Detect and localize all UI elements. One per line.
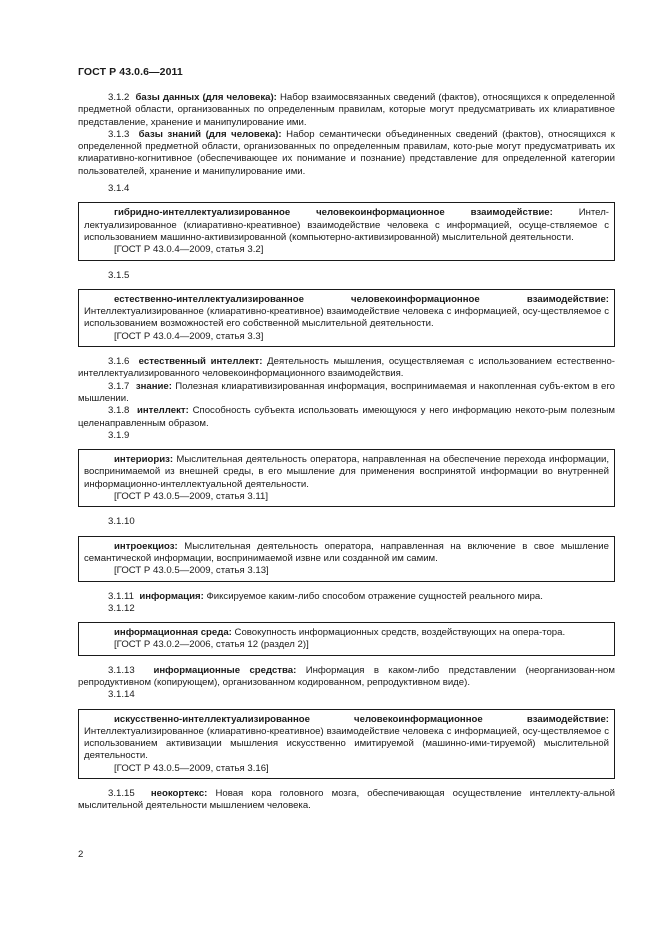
entry-definition: Фиксируемое каким-либо способом отражение сущностей реального мира. xyxy=(206,590,543,602)
entry-term: интериориз: xyxy=(114,454,174,466)
entry-3-1-15 xyxy=(78,788,615,813)
source-reference: [ГОСТ Р 43.0.5—2009, статья 3.11] xyxy=(114,491,269,503)
entry-definition: Полезная клиаративизированная информация, воспринимаемая и накопленная субъ-ектом в его мышлении. xyxy=(78,380,616,404)
boxed-definition xyxy=(84,541,609,566)
entry-number: 3.1.11 xyxy=(108,590,134,602)
entry-term: базы знаний (для человека): xyxy=(138,128,282,140)
entry-definition: Информация в каком-либо представлении (неорганизован-ном репродуктивном (копирующем), организованном кодированном, репродуктивном виде). xyxy=(78,664,615,688)
source-reference: [ГОСТ Р 43.0.4—2009, статья 3.2] xyxy=(114,244,264,256)
entry-definition: Мыслительная деятельность оператора, направленная на включение в свое мышление семантической информации, воспринимаемой извне или созданной им самим. xyxy=(84,540,609,564)
entry-number: 3.1.7 xyxy=(108,380,130,392)
entry-definition: Набор семантически объединенных сведений (фактов), относящихся к определенной предметной области, организованных по определенным правилам, кото-рые могут предусматривать их клиаративно-когнитивное (обеспечивающее их понимание и познание) представление для определенной категории пользователей, хранение и манипулирование ими. xyxy=(78,128,615,177)
source-reference: [ГОСТ Р 43.0.2—2006, статья 12 (раздел 2)] xyxy=(114,639,309,651)
entry-number-3-1-14: 3.1.14 xyxy=(108,689,135,701)
entry-number: 3.1.13 xyxy=(108,664,135,676)
entry-number-3-1-5: 3.1.5 xyxy=(108,269,130,281)
entry-definition: Интеллектуализированное (клиаративно-креативное) взаимодействие человека с информацией, осу-ществляемое с использованием возможностей его собственной мыслительной деятельности. xyxy=(84,306,609,330)
entry-term: естественный интеллект: xyxy=(138,356,263,368)
entry-3-1-8 xyxy=(78,405,615,430)
entry-number-3-1-4: 3.1.4 xyxy=(108,183,130,195)
entry-term: гибридно-интеллектуализированное человекоинформационное взаимодействие: xyxy=(114,207,553,219)
entry-number-3-1-9: 3.1.9 xyxy=(108,429,130,441)
entry-definition: Способность субъекта использовать имеющуюся у него информацию некото-рым полезным целенаправленным образом. xyxy=(78,405,615,429)
entry-term: интеллект: xyxy=(136,405,189,417)
entry-term: информационная среда: xyxy=(114,627,232,639)
source-reference: [ГОСТ Р 43.0.4—2009, статья 3.3] xyxy=(114,330,264,342)
entry-term: информация: xyxy=(139,590,204,602)
entry-term: неокортекс: xyxy=(150,788,208,800)
page-number: 2 xyxy=(78,849,84,860)
entry-term: интроекциоз: xyxy=(114,540,178,552)
entry-number: 3.1.2 xyxy=(108,92,130,103)
entry-definition: Деятельность мышления, осуществляемая с использованием естественно-интеллектуализированного человекоинформационного взаимодействия. xyxy=(78,356,615,380)
entry-term: базы данных (для человека): xyxy=(135,92,277,103)
entry-definition: Мыслительная деятельность оператора, направленная на обеспечение перехода информации, воспринимаемой из внешней среды, в его мышление для применения воспринятой информации во внутренней информационно-интеллектуальной деятельности. xyxy=(84,454,609,490)
boxed-definition xyxy=(84,207,609,244)
entry-3-1-6 xyxy=(78,356,615,381)
boxed-definition xyxy=(84,714,609,763)
entry-3-1-3 xyxy=(78,129,615,178)
entry-3-1-7 xyxy=(78,381,615,406)
source-reference: [ГОСТ Р 43.0.5—2009, статья 3.13] xyxy=(114,565,269,577)
entry-term: естественно-интеллектуализированное человекоинформационное взаимодействие: xyxy=(114,293,609,305)
boxed-definition xyxy=(84,627,609,639)
entry-number: 3.1.6 xyxy=(108,356,130,368)
term-box-3-1-4 xyxy=(78,202,615,260)
term-box-3-1-9 xyxy=(78,449,615,507)
boxed-definition xyxy=(84,294,609,331)
entry-number: 3.1.3 xyxy=(108,128,130,140)
entry-term: искусственно-интеллектуализированное человекоинформационное взаимодействие: xyxy=(114,713,609,725)
entry-number: 3.1.15 xyxy=(108,788,135,800)
entry-3-1-11 xyxy=(78,591,615,603)
entry-number-3-1-10: 3.1.10 xyxy=(108,516,135,528)
entry-definition: Совокупность информационных средств, воздействующих на опера-тора. xyxy=(234,627,566,639)
entry-definition: Интеллектуализированное (клиаративно-креативное) взаимодействие человека с информацией, осу-ществляемое с использованием активизации мышления искусственно имитируемой (машинно-ими-тируемой) мыслительной деятельности. xyxy=(84,725,609,762)
entry-term: информационные средства: xyxy=(153,664,297,676)
entry-3-1-2 xyxy=(78,92,615,129)
entry-number-3-1-12: 3.1.12 xyxy=(108,602,135,614)
entry-number: 3.1.8 xyxy=(108,405,130,417)
document-body xyxy=(78,92,615,813)
term-box-3-1-5 xyxy=(78,289,615,347)
page-header-standard-code: ГОСТ Р 43.0.6—2011 xyxy=(78,66,183,78)
entry-term: знание: xyxy=(135,380,172,392)
term-box-3-1-12 xyxy=(78,622,615,656)
boxed-definition xyxy=(84,454,609,491)
term-box-3-1-14 xyxy=(78,709,615,779)
source-reference: [ГОСТ Р 43.0.5—2009, статья 3.16] xyxy=(114,762,269,774)
entry-3-1-13 xyxy=(78,665,615,690)
entry-definition: Интел-лектуализированное (клиаративно-креативное) взаимодействие человека с информацией, осуще-ствляемое с использованием машинно-активизированной (компьютерно-активизированной) мыслительной деятельности. xyxy=(84,207,609,243)
term-box-3-1-10 xyxy=(78,536,615,582)
entry-definition: Новая кора головного мозга, обеспечивающая осуществление интеллекту-альной мыслительной деятельности мышлением человека. xyxy=(78,788,615,812)
entry-definition: Набор взаимосвязанных сведений (фактов), относящихся к определенной предметной области, организованных по определенным правилам, которые могут предусматривать их клиаративное представление, хранение и манипулирование ими. xyxy=(78,92,615,128)
